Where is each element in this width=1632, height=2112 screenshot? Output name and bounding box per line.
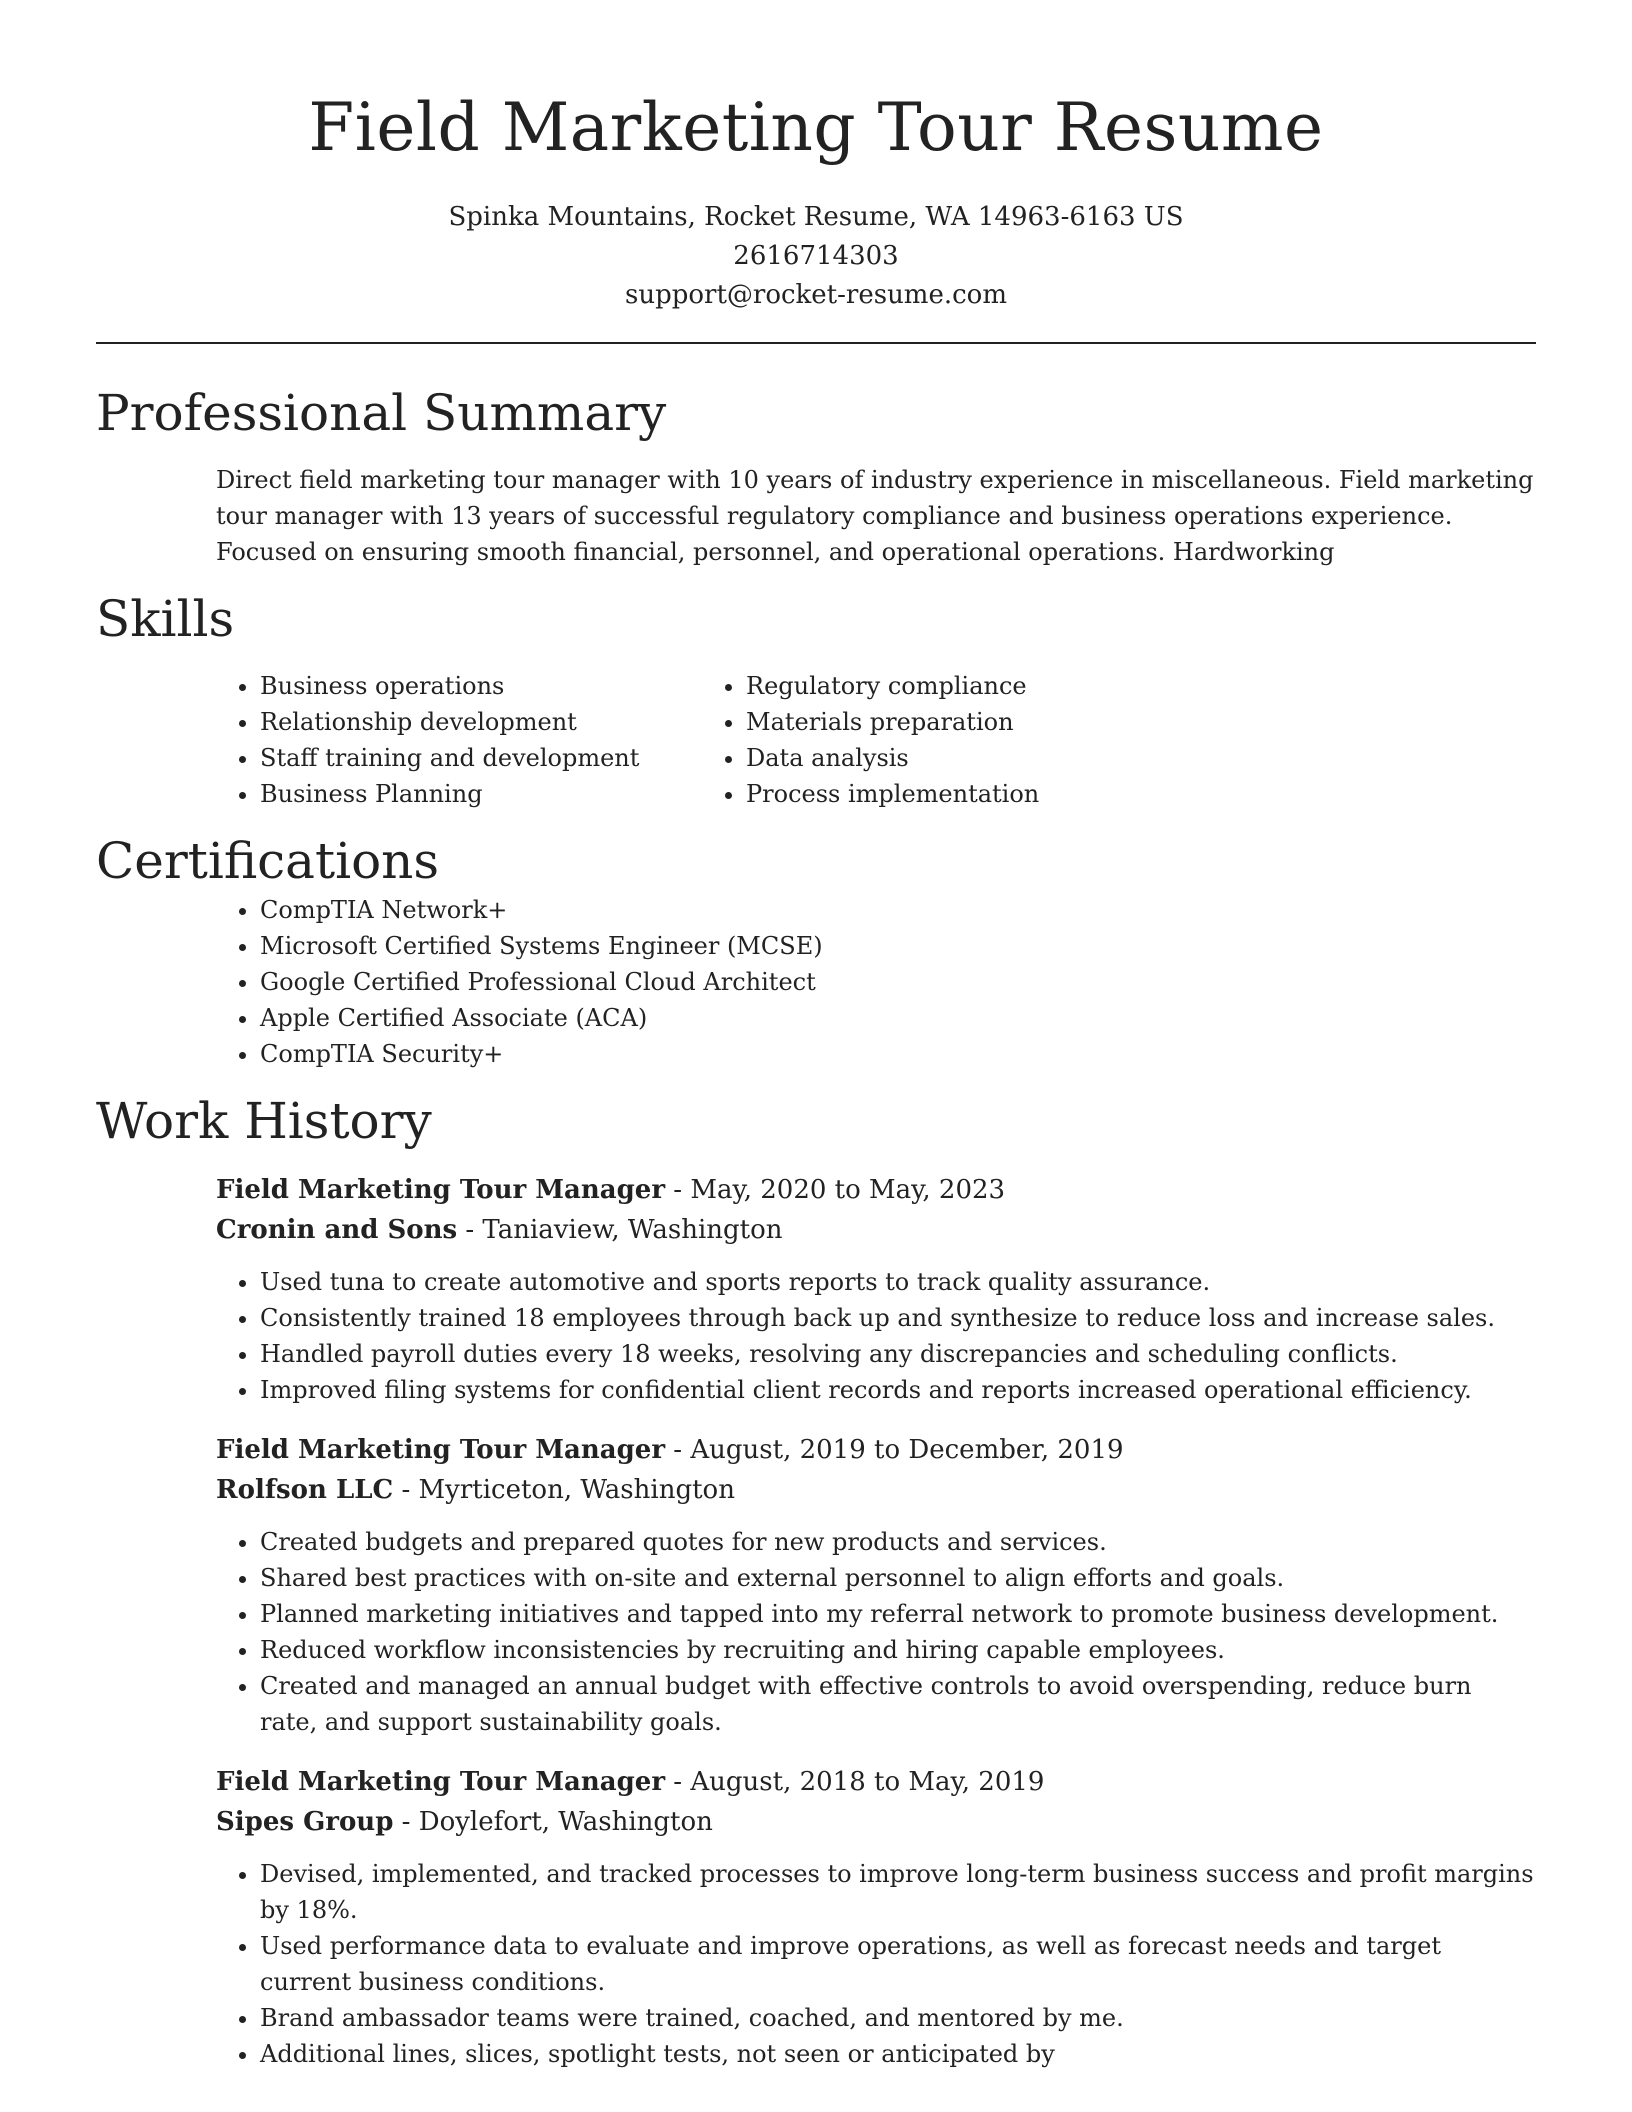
job-bullet: • Created and managed an annual budget with effective controls to avoid overspending, reduce burn rate, and support sustainability goals. (260, 1668, 1536, 1740)
job-dates: - August, 2018 to May, 2019 (665, 1767, 1045, 1797)
job-header (216, 1762, 1536, 1842)
job-company: Cronin and Sons (216, 1215, 458, 1245)
contact-info (0, 198, 1632, 315)
certification-item: • Google Certified Professional Cloud Architect (260, 964, 1536, 1000)
phone: 2616714303 (733, 241, 899, 271)
certifications-list (96, 892, 1536, 1072)
job-bullets (96, 1856, 1536, 2072)
summary-heading: Professional Summary (96, 384, 667, 442)
skill-item: • Business Planning (260, 776, 746, 812)
job-bullet: • Devised, implemented, and tracked processes to improve long-term business success and profit margins by 18%. (260, 1856, 1536, 1928)
address: Spinka Mountains, Rocket Resume, WA 14963-6163 US (448, 202, 1184, 232)
summary-text: Direct field marketing tour manager with 10 years of industry experience in miscellaneous. Field marketing tour manager with 13 years of successful regulatory compliance and business operations experience. Focused on ensuring smooth financial, personnel, and operational operations. Hardworking (216, 466, 1534, 566)
job-bullet: • Reduced workflow inconsistencies by recruiting and hiring capable employees. (260, 1632, 1536, 1668)
job-location: - Myrticeton, Washington (393, 1475, 735, 1505)
job-title-line (216, 1762, 1536, 1802)
job-company-line (216, 1210, 1536, 1250)
work-history-section (96, 1090, 1536, 2072)
skills-left-list (96, 668, 746, 812)
job-company: Sipes Group (216, 1807, 394, 1837)
certification-item: • Apple Certified Associate (ACA) (260, 1000, 1536, 1036)
job-bullet: • Created budgets and prepared quotes for new products and services. (260, 1524, 1536, 1560)
job-role: Field Marketing Tour Manager (216, 1767, 666, 1797)
job-header (216, 1170, 1536, 1250)
certification-item: • CompTIA Security+ (260, 1036, 1536, 1072)
resume-body (96, 382, 1536, 2090)
job-bullets (96, 1524, 1536, 1740)
email: support@rocket-resume.com (624, 280, 1007, 310)
job-title-line (216, 1430, 1536, 1470)
work-history-heading: Work History (96, 1092, 432, 1150)
job-bullet: • Planned marketing initiatives and tapped into my referral network to promote business development. (260, 1596, 1536, 1632)
skill-item: • Business operations (260, 668, 746, 704)
job-bullets (96, 1264, 1536, 1408)
job-role: Field Marketing Tour Manager (216, 1175, 666, 1205)
skill-item: • Relationship development (260, 704, 746, 740)
skill-item: • Process implementation (746, 776, 1346, 812)
job-company-line (216, 1470, 1536, 1510)
job-bullet: • Brand ambassador teams were trained, coached, and mentored by me. (260, 2000, 1536, 2036)
job-title-line (216, 1170, 1536, 1210)
job-location: - Taniaview, Washington (457, 1215, 783, 1245)
job-entry (96, 1430, 1536, 1740)
certifications-heading: Certifications (96, 832, 440, 890)
certifications-section (96, 830, 1536, 1072)
skill-item: • Data analysis (746, 740, 1346, 776)
certification-item: • Microsoft Certified Systems Engineer (MCSE) (260, 928, 1536, 964)
job-dates: - August, 2019 to December, 2019 (665, 1435, 1124, 1465)
resume-title: Field Marketing Tour Resume (308, 89, 1324, 166)
skills-right-list (746, 668, 1346, 812)
job-bullet: • Shared best practices with on-site and external personnel to align efforts and goals. (260, 1560, 1536, 1596)
skill-item: • Regulatory compliance (746, 668, 1346, 704)
skills-heading: Skills (96, 590, 235, 648)
job-bullet: • Additional lines, slices, spotlight tests, not seen or anticipated by (260, 2036, 1536, 2072)
skills-section (96, 588, 1536, 812)
job-bullet: • Used performance data to evaluate and improve operations, as well as forecast needs and target current business conditions. (260, 1928, 1536, 2000)
job-location: - Doylefort, Washington (393, 1807, 713, 1837)
job-company: Rolfson LLC (216, 1475, 394, 1505)
job-bullet: • Used tuna to create automotive and sports reports to track quality assurance. (260, 1264, 1536, 1300)
skill-item: • Materials preparation (746, 704, 1346, 740)
skill-item: • Staff training and development (260, 740, 746, 776)
certification-item: • CompTIA Network+ (260, 892, 1536, 928)
skills-grid (96, 668, 1536, 812)
job-dates: - May, 2020 to May, 2023 (665, 1175, 1006, 1205)
job-bullet: • Handled payroll duties every 18 weeks, resolving any discrepancies and scheduling conflicts. (260, 1336, 1536, 1372)
job-company-line (216, 1802, 1536, 1842)
job-bullet: • Improved filing systems for confidential client records and reports increased operational efficiency. (260, 1372, 1536, 1408)
summary-section (96, 382, 1536, 570)
job-entry (96, 1762, 1536, 2072)
resume-header (0, 0, 1632, 315)
job-header (216, 1430, 1536, 1510)
job-bullet: • Consistently trained 18 employees through back up and synthesize to reduce loss and increase sales. (260, 1300, 1536, 1336)
job-role: Field Marketing Tour Manager (216, 1435, 666, 1465)
header-divider (96, 342, 1536, 344)
job-entry (96, 1170, 1536, 1408)
